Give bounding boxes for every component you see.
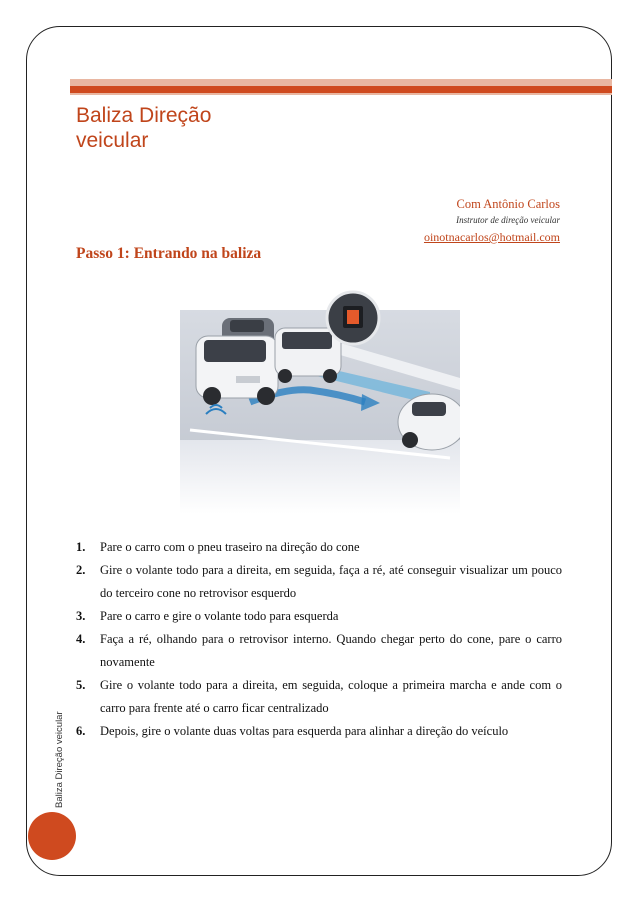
step-text: Pare o carro com o pneu traseiro na direção do cone — [100, 540, 360, 554]
step-text: Faça a ré, olhando para o retrovisor interno. Quando chegar perto do cone, pare o carro novamente — [100, 632, 562, 669]
car-white-suv — [196, 336, 278, 405]
parking-illustration — [180, 290, 460, 514]
step-text: Gire o volante todo para a direita, em seguida, coloque a primeira marcha e ande com o carro para frente até o carro ficar centralizado — [100, 678, 562, 715]
step-title: Passo 1: Entrando na baliza — [76, 245, 262, 262]
author-name: Com Antônio Carlos — [456, 197, 560, 211]
side-running-header: Baliza Direção veicular — [54, 711, 65, 808]
header-stripe-dark — [70, 86, 612, 93]
list-item — [76, 536, 562, 559]
document-title — [76, 103, 376, 153]
step-text: Gire o volante todo para a direita, em seguida, faça a ré, até conseguir visualizar um pouco do terceiro cone no retrovisor esquerdo — [100, 563, 562, 600]
list-item — [76, 720, 562, 743]
document-title-line-2: veicular — [76, 129, 149, 152]
step-number: 6. — [76, 724, 86, 738]
author-email-link[interactable]: oinotnacarlos@hotmail.com — [423, 230, 560, 244]
car-white-hatch — [275, 328, 341, 383]
steps-list — [76, 536, 562, 743]
list-item — [76, 605, 562, 628]
list-item — [76, 628, 562, 674]
step-number: 4. — [76, 632, 86, 646]
header-stripe-light — [70, 79, 612, 86]
list-item — [76, 559, 562, 605]
road-reflection — [180, 440, 460, 514]
document-title-line-1: Baliza Direção — [76, 104, 212, 127]
dashboard-inset — [327, 292, 379, 344]
step-text: Pare o carro e gire o volante todo para esquerda — [100, 609, 339, 623]
step-number: 5. — [76, 678, 86, 692]
step-number: 1. — [76, 540, 86, 554]
list-item — [76, 674, 562, 720]
car-beetle — [398, 394, 460, 450]
step-number: 2. — [76, 563, 86, 577]
author-role: Instrutor de direção veicular — [456, 215, 560, 225]
author-block — [260, 196, 560, 246]
step-number: 3. — [76, 609, 86, 623]
header-stripe-thin — [70, 93, 612, 95]
page-marker-circle — [28, 812, 76, 860]
step-text: Depois, gire o volante duas voltas para esquerda para alinhar a direção do veículo — [100, 724, 509, 738]
